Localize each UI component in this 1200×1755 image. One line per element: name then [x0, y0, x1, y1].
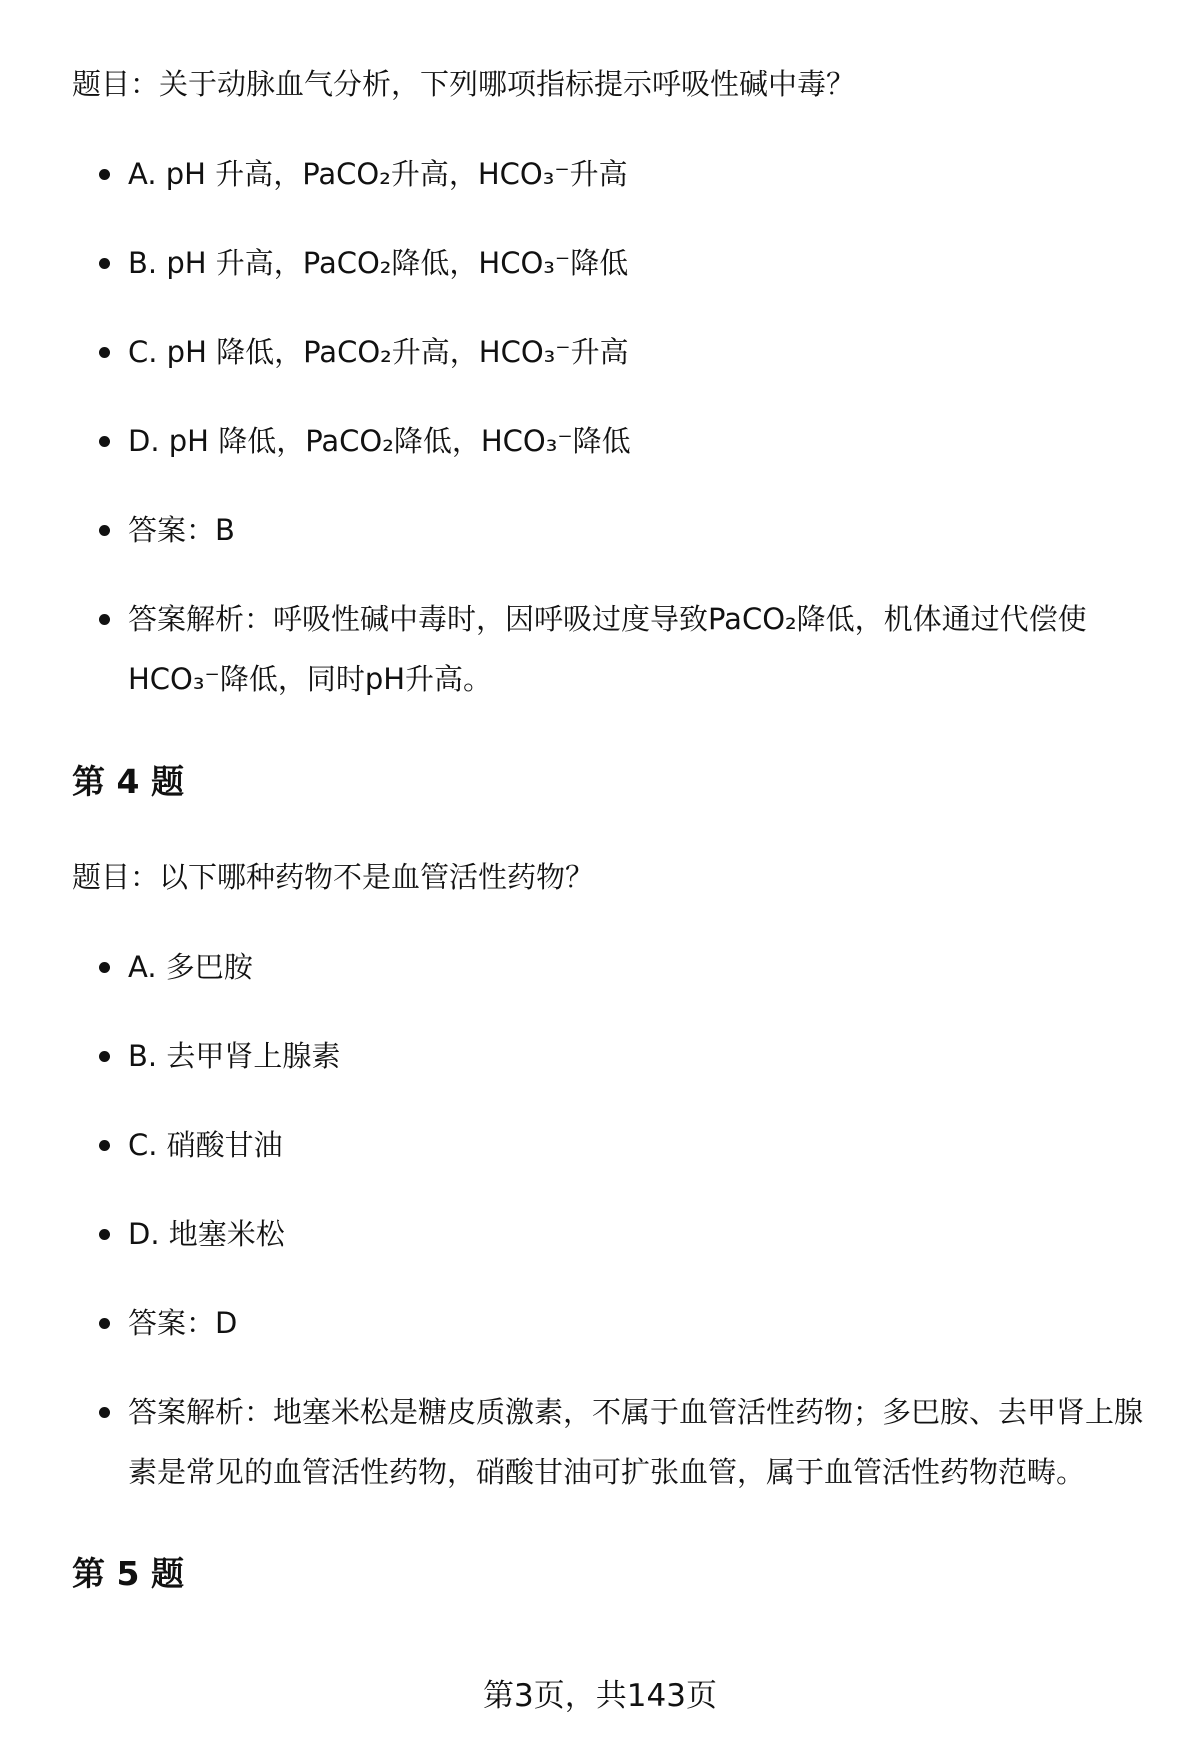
page-number-footer: 第3页，共143页: [483, 1678, 717, 1714]
question-4-text: 题目：以下哪种药物不是血管活性药物？: [72, 860, 595, 894]
question-4-option-c: C. 硝酸甘油: [128, 1115, 1148, 1175]
question-3-option-b: B. pH 升高，PaCO₂降低，HCO₃⁻降低: [128, 233, 1148, 293]
question-3-explanation: 答案解析：呼吸性碱中毒时，因呼吸过度导致PaCO₂降低，机体通过代偿使HCO₃⁻降低，同时pH升高。: [128, 589, 1148, 709]
question-5-heading: 第 5 题: [72, 1554, 184, 1593]
question-4-option-a: A. 多巴胺: [128, 937, 1148, 997]
question-4-explanation: 答案解析：地塞米松是糖皮质激素，不属于血管活性药物；多巴胺、去甲肾上腺素是常见的血管活性药物，硝酸甘油可扩张血管，属于血管活性药物范畴。: [128, 1382, 1148, 1502]
question-4-option-b: B. 去甲肾上腺素: [128, 1026, 1148, 1086]
question-3-answer: 答案：B: [128, 500, 1148, 560]
question-4-answer: 答案：D: [128, 1293, 1148, 1353]
question-3-option-d: D. pH 降低，PaCO₂降低，HCO₃⁻降低: [128, 411, 1148, 471]
question-4-option-d: D. 地塞米松: [128, 1204, 1148, 1264]
question-3-option-a: A. pH 升高，PaCO₂升高，HCO₃⁻升高: [128, 144, 1148, 204]
question-3-option-c: C. pH 降低，PaCO₂升高，HCO₃⁻升高: [128, 322, 1148, 382]
question-3-text: 题目：关于动脉血气分析，下列哪项指标提示呼吸性碱中毒？: [72, 67, 856, 101]
question-4-heading: 第 4 题: [72, 762, 184, 801]
